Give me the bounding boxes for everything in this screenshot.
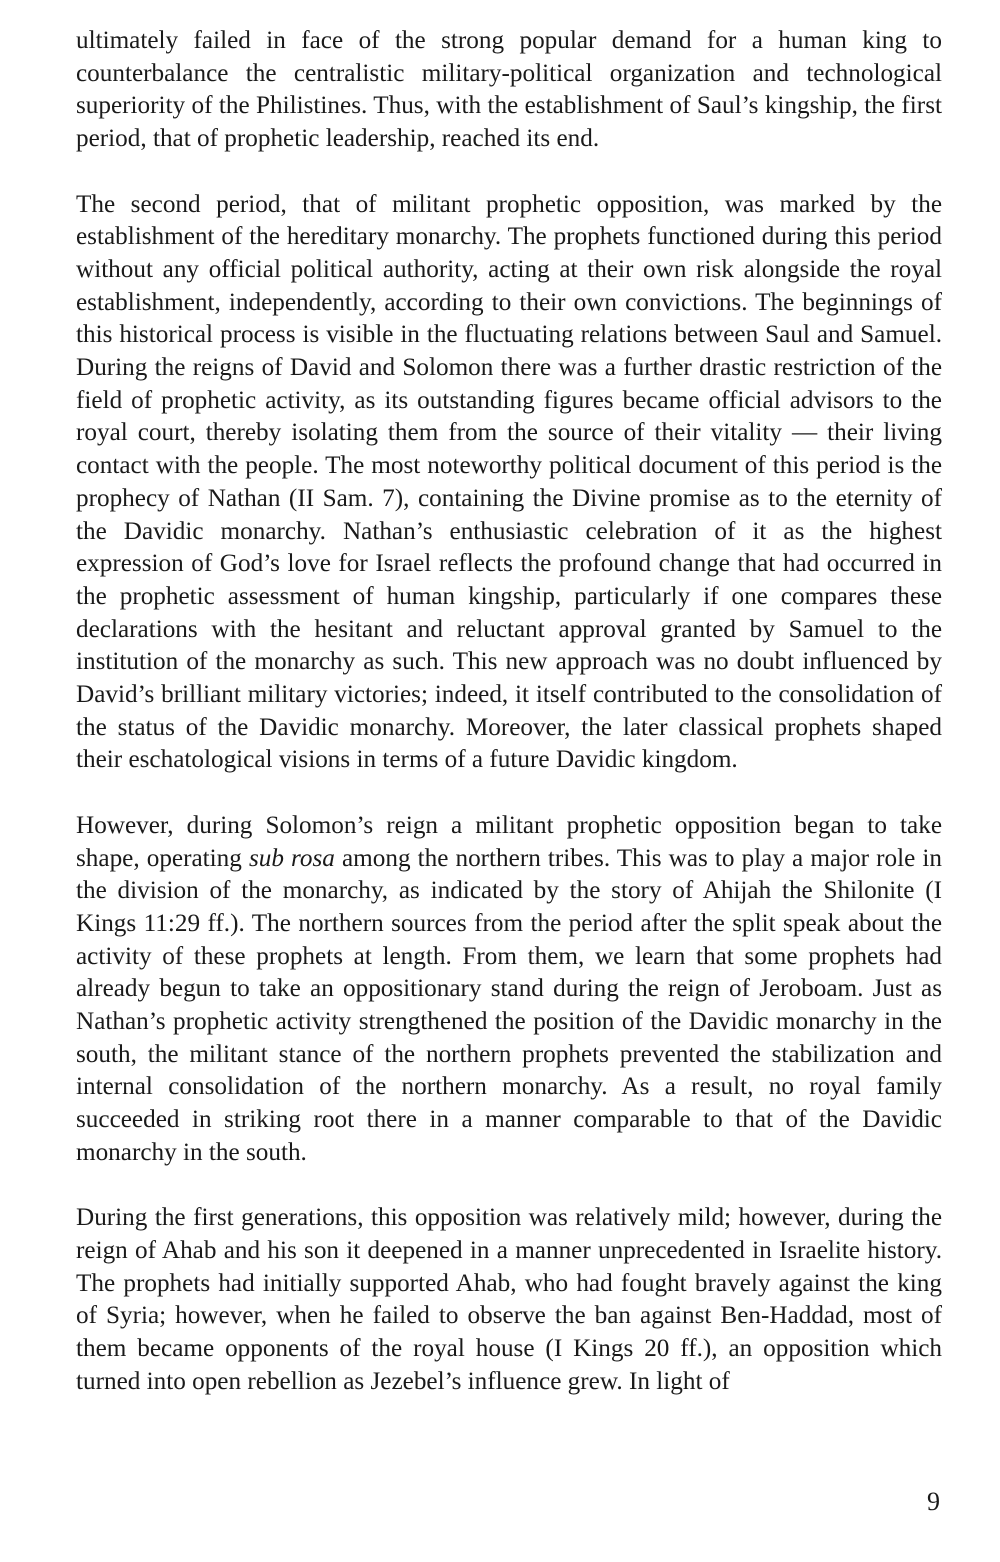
paragraph bbox=[76, 1202, 942, 1398]
text-segment: The second period, that of militant prophetic opposition, was marked by the establishment of the hereditary monarchy. The prophets functioned during this period without any official political authority, acting at their own risk alongside the royal establishment, independently, according to their own convictions. The beginnings of this historical process is visible in the fluctuating relations between Saul and Samuel. During the reigns of David and Solomon there was a further drastic restriction of the field of prophetic activity, as its outstanding figures became official advisors to the royal court, thereby isolating them from the source of their vitality — their living contact with the people. The most noteworthy political document of this period is the prophecy of Nathan (II Sam. 7), containing the Divine promise as to the eternity of the Davidic monarchy. Nathan’s enthusiastic celebration of it as the highest expression of God’s love for Israel reflects the profound change that had occurred in the prophetic assessment of human kingship, particularly if one compares these declarations with the hesitant and reluctant approval granted by Samuel to the institution of the monarchy as such. This new approach was no doubt influenced by David’s brilliant military victories; indeed, it itself contributed to the consolidation of the status of the Davidic monarchy. Moreover, the later classical prophets shaped their eschatological visions in terms of a future Davidic kingdom. bbox=[76, 190, 942, 774]
body-text bbox=[76, 25, 942, 1398]
italic-phrase: sub rosa bbox=[248, 844, 335, 872]
paragraph bbox=[76, 810, 942, 1170]
text-segment: among the northern tribes. This was to play a major role in the division of the monarchy, as indicated by the story of Ahijah the Shilonite (I Kings 11:29 ff.). The northern sources from the period after the split speak about the activity of these prophets at length. From them, we learn that some prophets had already begun to take an oppositionary stand during the reign of Jeroboam. Just as Nathan’s prophetic activity strengthened the position of the Davidic monarchy in the south, the militant stance of the northern prophets prevented the stabilization and internal consolidation of the northern monarchy. As a result, no royal family succeeded in striking root there in a manner comparable to that of the Davidic monarchy in the south. bbox=[76, 844, 942, 1166]
page-number: 9 bbox=[927, 1487, 940, 1516]
text-segment: During the first generations, this opposition was relatively mild; however, during the reign of Ahab and his son it deepened in a manner unprecedented in Israelite history. The prophets had initially supported Ahab, who had fought bravely against the king of Syria; however, when he failed to observe the ban against Ben-Haddad, most of them became opponents of the royal house (I Kings 20 ff.), an opposition which turned into open rebellion as Jezebel’s influence grew. In light of bbox=[76, 1204, 942, 1395]
paragraph bbox=[76, 25, 942, 156]
text-segment: ultimately failed in face of the strong popular demand for a human king to counterbalance the centralistic military-political organization and technological superiority of the Philistines. Thus, with the establishment of Saul’s kingship, the first period, that of prophetic leadership, reached its end. bbox=[76, 27, 942, 153]
paragraph bbox=[76, 189, 942, 778]
text-segment: However, during Solomon’s reign a militant prophetic opposition began to take shape, operating bbox=[76, 811, 942, 872]
